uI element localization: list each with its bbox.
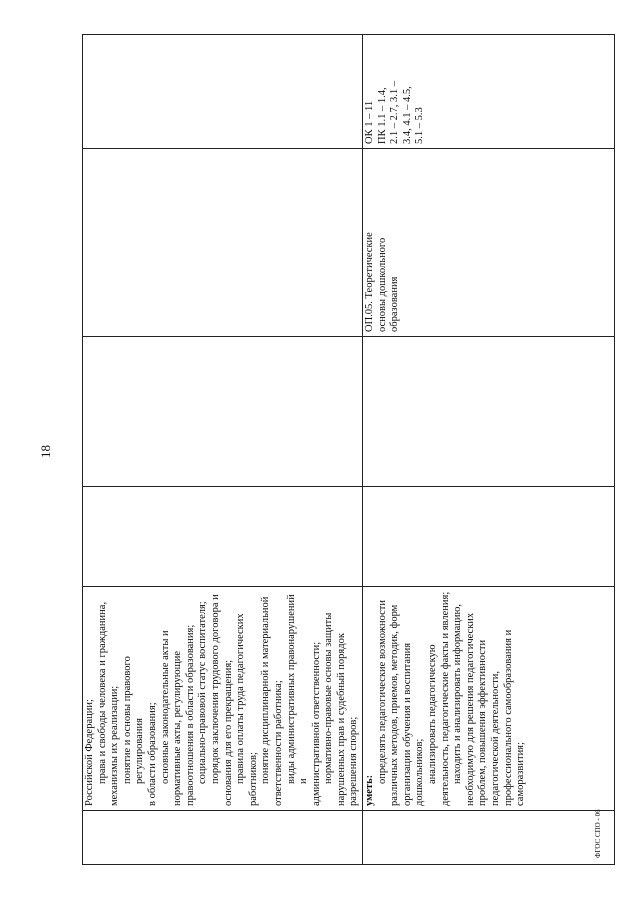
skills-list (377, 591, 528, 806)
page-number: 18 (38, 445, 53, 458)
skill-line: необходимую для решения педагогических (464, 612, 476, 806)
skill-line: профессионального самообразования и (502, 629, 514, 806)
table-row (83, 35, 363, 865)
knowledge-line: виды административных правонарушений и (285, 594, 310, 784)
competency-line: ОК 1 – 11 (364, 100, 376, 144)
knowledge-line: правоотношения в области образования; (184, 624, 196, 806)
competency-cell (83, 35, 363, 149)
knowledge-line: правила оплаты труда педагогических (235, 613, 247, 784)
rotated-table-sheet (82, 35, 615, 865)
knowledge-line: разрешения споров; (348, 716, 360, 806)
index-cell (83, 811, 363, 865)
competency-line: 5.1 – 5.3 (414, 107, 426, 144)
skill-line: организации обучения и воспитания (401, 642, 413, 806)
knowledge-line: порядок заключения трудового договора и (209, 594, 221, 784)
knowledge-line: нарушенных прав и судебный порядок (335, 633, 347, 806)
knowledge-line: основные законодательные акты и (159, 630, 171, 784)
competency-line: 2.1 – 2.7, 3.1 – (389, 81, 401, 144)
skill-line: различных методов, приемов, методик, форм (389, 604, 401, 806)
empty-cell (363, 337, 615, 487)
skill-line: определять педагогические возможности (376, 600, 388, 784)
empty-cell (83, 487, 363, 587)
knowledge-line: административной ответственности; (310, 641, 322, 806)
competency-codes (364, 39, 427, 144)
knowledge-line: понятие и основы правового регулирования (121, 656, 146, 784)
skill-line: находить и анализировать информацию, (452, 604, 464, 784)
curriculum-table (82, 34, 615, 865)
discipline-line: образования (389, 276, 401, 332)
skill-line: анализировать педагогическую (427, 644, 439, 784)
skill-line: дошкольников; (414, 738, 426, 806)
skill-line: саморазвития; (515, 742, 527, 806)
skill-line: проблем, повышения эффективности (477, 639, 489, 806)
knowledge-line: права и свободы человека и гражданина, (96, 601, 108, 784)
skills-heading: уметь: (364, 774, 376, 806)
skill-line: педагогической деятельности, (490, 670, 501, 806)
footer-code: ФГОС СПО - 06 (594, 809, 602, 858)
competency-cell (363, 35, 615, 149)
knowledge-line: основания для его прекращения; (222, 659, 234, 806)
empty-cell (83, 337, 363, 487)
knowledge-line: механизмы их реализации; (109, 685, 121, 806)
knowledge-line: ответственности работника; (272, 680, 284, 806)
competency-line: 3.4, 4.1 – 4.5, (401, 86, 413, 144)
discipline-line: ОП.05. Теоретические (364, 232, 376, 332)
discipline-name (364, 153, 402, 332)
knowledge-line: работников; (247, 752, 259, 806)
knowledge-line: понятие дисциплинарной и материальной (260, 596, 272, 784)
knowledge-line: нормативные акты, регулирующие (172, 651, 184, 806)
discipline-line: основы дошкольного (376, 237, 388, 332)
discipline-cell (363, 149, 615, 337)
knowledge-line: социально-правовой статус воспитателя; (197, 601, 209, 784)
skill-line: деятельность, педагогические факты и явления; (439, 591, 451, 806)
knowledge-line: в области образования; (146, 702, 158, 806)
skills-cell (363, 587, 615, 811)
empty-cell (363, 487, 615, 587)
knowledge-list (84, 591, 361, 806)
index-cell (363, 811, 615, 865)
table-row (363, 35, 615, 865)
knowledge-line: нормативно-правовые основы защиты (323, 612, 335, 784)
knowledge-cell (83, 587, 363, 811)
knowledge-line: Российской Федерации; (84, 699, 95, 806)
competency-line: ПК 1.1 – 1.4, (376, 87, 388, 144)
discipline-cell (83, 149, 363, 337)
